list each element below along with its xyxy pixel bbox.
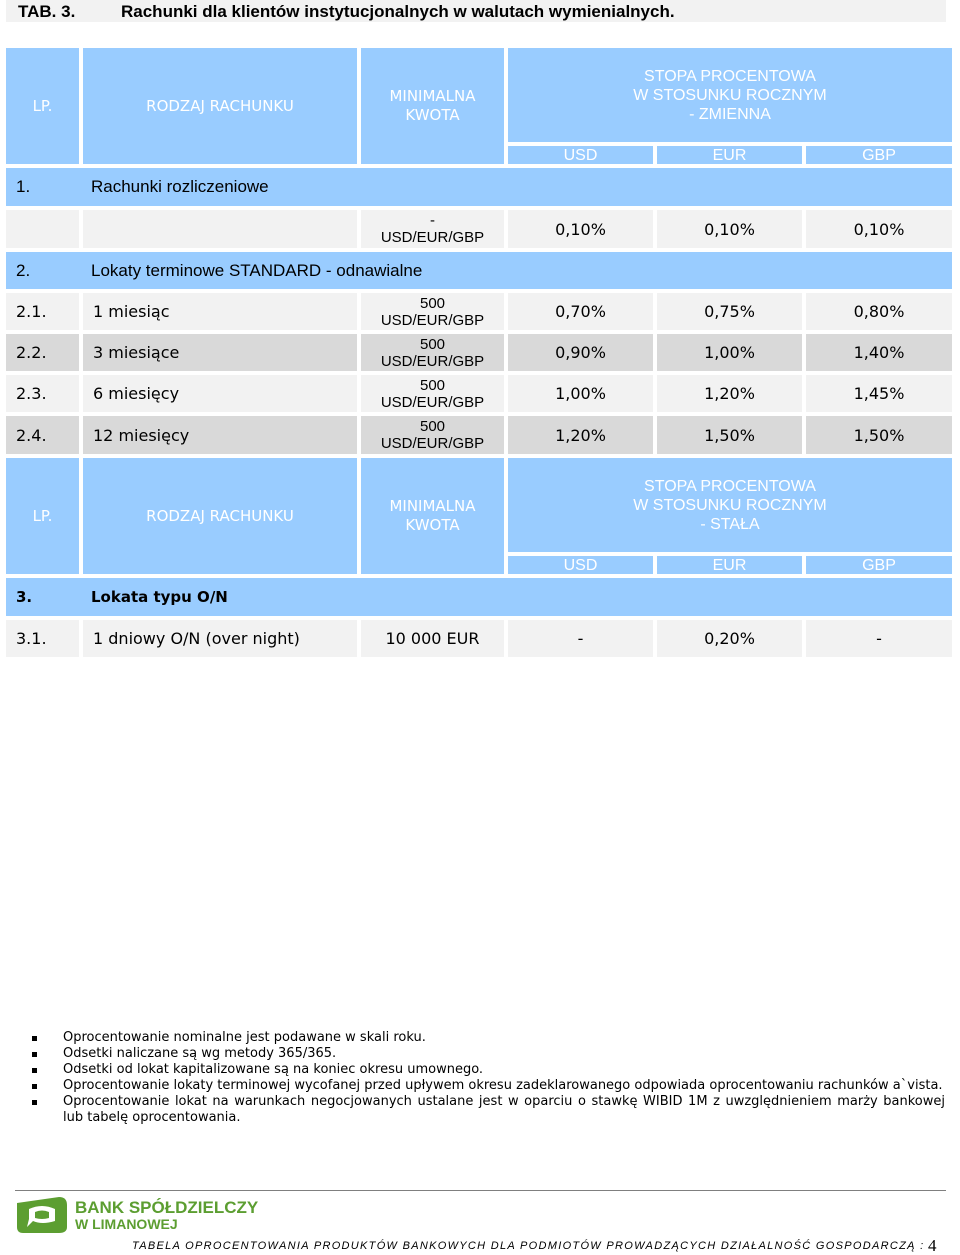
row-2-1-gbp: 0,80% [806,293,952,330]
header-eur: EUR [657,146,802,164]
bullet-icon [32,1100,37,1105]
note-item [30,1078,945,1094]
row-2-2-num: 2.2. [6,334,79,371]
row-2-4-min-line1: 500 [419,418,446,435]
footer-caption: TABELA OPROCENTOWANIA PRODUKTÓW BANKOWYCH DLA PODMIOTÓW PROWADZĄCYCH DZIAŁALNOŚĆ GOSPODARCZĄ : [132,1240,925,1252]
section-3 [6,578,952,616]
bullet-icon [32,1084,37,1089]
row-2-3-label: 6 miesięcy [83,375,357,412]
header2-rate-line2: W STOSUNKU ROCZNYM [633,496,827,514]
header-rate-line1: STOPA PROCENTOWA [644,67,816,85]
header2-gbp: GBP [806,556,952,574]
note-text: Odsetki naliczane są wg metody 365/365. [63,1046,337,1061]
row-1-eur: 0,10% [657,210,802,248]
header-account-type: RODZAJ RACHUNKU [83,48,357,164]
header-rate [508,48,952,142]
row-2-1-num: 2.1. [6,293,79,330]
row-2-4-min-line2: USD/EUR/GBP [380,435,485,452]
row-3-1-eur: 0,20% [657,620,802,657]
row-2-4-gbp: 1,50% [806,416,952,454]
section-3-num: 3. [16,588,33,606]
header2-min-amount [361,458,504,574]
header2-min-line2: KWOTA [405,516,460,534]
header2-rate [508,458,952,552]
row-2-3-min-line1: 500 [419,376,446,394]
row-2-1-min-line1: 500 [419,294,446,312]
note-item [30,1094,945,1126]
table-title [6,0,946,22]
row-2-1-usd: 0,70% [508,293,653,330]
footer-divider [15,1190,946,1191]
header2-lp: LP. [6,458,79,574]
row-2-2-min [361,334,504,371]
section-2 [6,252,952,289]
row-1-label [83,210,357,248]
row-2-2-gbp: 1,40% [806,334,952,371]
section-2-num: 2. [16,260,31,280]
note-text: Oprocentowanie nominalne jest podawane w skali roku. [63,1030,426,1045]
row-2-1-min-line2: USD/EUR/GBP [380,311,485,329]
note-item [30,1030,945,1046]
bullet-icon [32,1068,37,1073]
header-rate-line2: W STOSUNKU ROCZNYM [633,86,827,104]
row-1-min-line1: - [430,212,435,229]
section-2-label: Lokaty terminowe STANDARD - odnawialne [91,260,423,280]
header-min-line2: KWOTA [405,106,460,124]
table-number: TAB. 3. [18,2,76,21]
row-2-3-usd: 1,00% [508,375,653,412]
row-2-2-label: 3 miesiące [83,334,357,371]
row-2-4-usd: 1,20% [508,416,653,454]
header-min-amount [361,48,504,164]
header-lp: LP. [6,48,79,164]
row-3-1-gbp: - [806,620,952,657]
row-2-2-min-line2: USD/EUR/GBP [380,352,485,370]
section-1 [6,168,952,206]
row-2-2-min-line1: 500 [419,335,446,353]
note-text: Odsetki od lokat kapitalizowane są na koniec okresu umownego. [63,1062,484,1077]
row-2-3-eur: 1,20% [657,375,802,412]
note-text: Oprocentowanie lokat na warunkach negocjowanych ustalane jest w oparciu o stawkę WIBID 1M z uwzględnieniem marży bankowej lub tabelę oprocentowania. [63,1094,945,1125]
row-2-1-min [361,293,504,330]
header-min-line1: MINIMALNA [389,87,476,105]
row-2-3-min-line2: USD/EUR/GBP [380,393,485,411]
section-3-label: Lokata typu O/N [91,588,228,606]
row-2-3-num: 2.3. [6,375,79,412]
header2-min-line1: MINIMALNA [389,497,476,515]
notes-list [30,1030,945,1126]
header-gbp: GBP [806,146,952,164]
row-2-4-min [361,416,504,454]
logo-text-line2: W LIMANOWEJ [75,1216,178,1232]
row-3-1-num: 3.1. [6,620,79,657]
section-1-label: Rachunki rozliczeniowe [91,177,269,196]
row-2-2-usd: 0,90% [508,334,653,371]
logo-text-line1: BANK SPÓŁDZIELCZY [75,1198,259,1217]
row-2-4-num: 2.4. [6,416,79,454]
row-2-1-eur: 0,75% [657,293,802,330]
row-2-1-label: 1 miesiąc [83,293,357,330]
row-1-min [361,210,504,248]
row-3-1-usd: - [508,620,653,657]
page-number: 4 [928,1236,937,1255]
header2-rate-line1: STOPA PROCENTOWA [644,477,816,495]
row-1-num [6,210,79,248]
note-item [30,1046,945,1062]
row-1-gbp: 0,10% [806,210,952,248]
row-1-min-line2: USD/EUR/GBP [380,229,485,246]
note-item [30,1062,945,1078]
row-2-2-eur: 1,00% [657,334,802,371]
header2-rate-line3: - STAŁA [700,515,760,533]
note-text: Oprocentowanie lokaty terminowej wycofanej przed upływem okresu zadeklarowanego odpowiada oprocentowaniu rachunków a`vista. [63,1078,943,1093]
row-2-3-min [361,375,504,412]
section-1-num: 1. [16,177,31,196]
row-3-1-min: 10 000 EUR [361,620,504,657]
header2-eur: EUR [657,556,802,574]
header2-usd: USD [508,556,653,574]
row-2-4-label: 12 miesięcy [83,416,357,454]
bullet-icon [32,1036,37,1041]
row-2-3-gbp: 1,45% [806,375,952,412]
row-1-usd: 0,10% [508,210,653,248]
bullet-icon [32,1052,37,1057]
header-rate-line3: - ZMIENNA [689,105,771,123]
row-3-1-label: 1 dniowy O/N (over night) [83,620,357,657]
row-2-4-eur: 1,50% [657,416,802,454]
table-caption: Rachunki dla klientów instytucjonalnych w walutach wymienialnych. [121,2,675,21]
header2-account-type: RODZAJ RACHUNKU [83,458,357,574]
header-usd: USD [508,146,653,164]
